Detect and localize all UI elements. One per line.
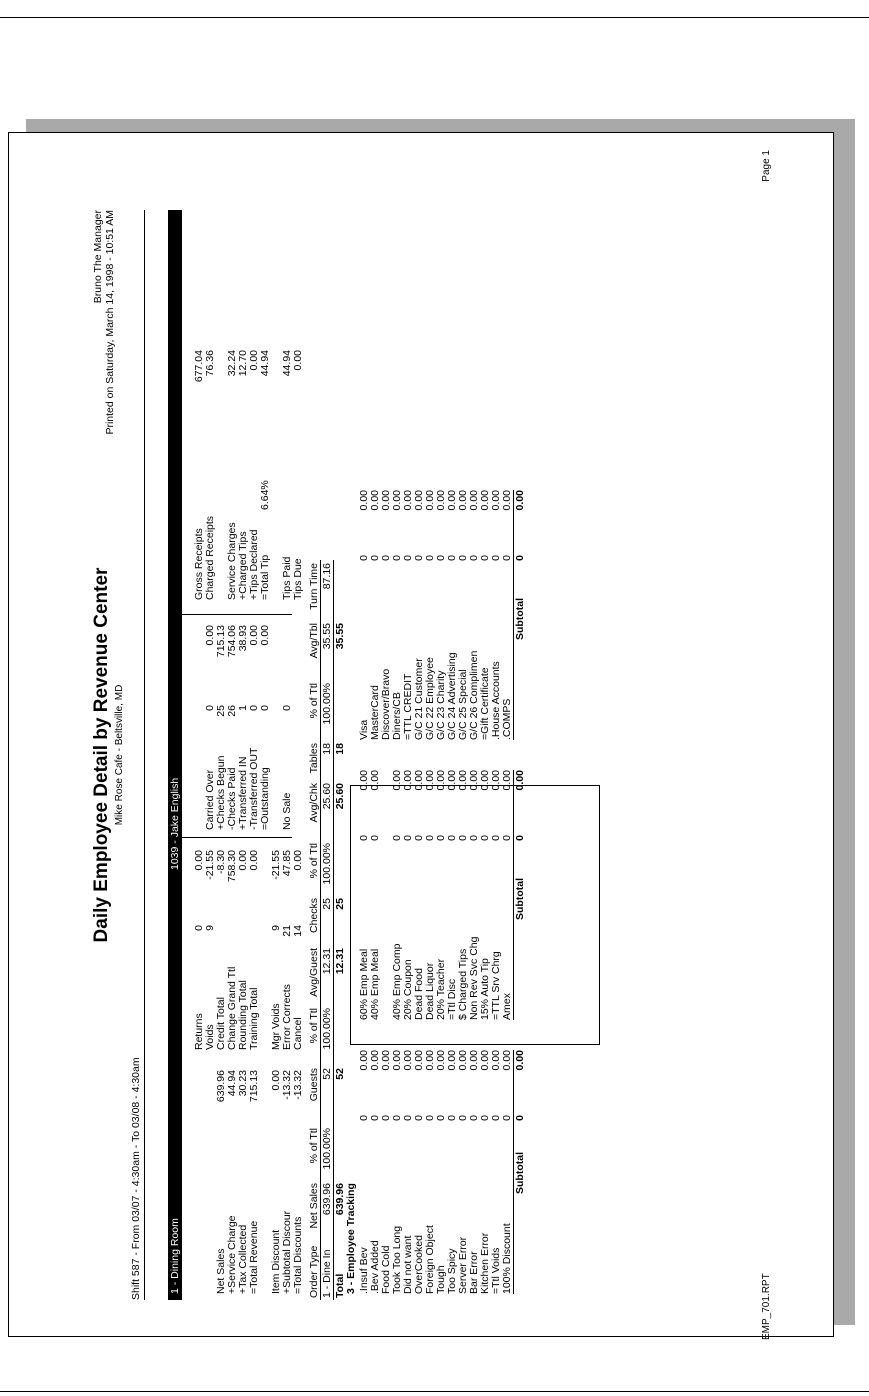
receipts-label: Tips Paid [281,556,293,600]
checks-count: 0 [259,705,271,711]
subtotal-label: Subtotal [514,598,526,640]
sales-value: 715.13 [248,1070,260,1103]
tracking-value: 0.00 [369,770,381,791]
tracking-label: G/C 25 Special [457,669,469,740]
order-header: % of Ttl [308,683,320,719]
tracking-value: 0.00 [501,1050,513,1071]
order-cell: 25 [321,898,333,910]
adjustment-value: 0.00 [248,850,260,871]
tracking-label: $ Charged Tips [457,948,469,1020]
adjustment-count: 14 [292,925,304,937]
receipts-value: 44.94 [259,350,271,377]
tracking-label: Food Cold [380,1245,392,1294]
adjustment-value: 758.30 [226,850,238,883]
shift-rule [144,210,145,1300]
tracking-count: 0 [402,1115,414,1121]
tracking-label: Dead Liquor [424,962,436,1020]
order-header: Order Type [308,1245,320,1298]
tracking-count: 0 [468,555,480,561]
receipts-value: 0.00 [248,350,260,371]
tracking-label: G/C 24 Advertising [446,652,458,740]
order-cell: 100.00% [321,843,333,885]
tracking-count: 0 [424,555,436,561]
bottom-rule [0,1391,869,1392]
adjustment-label: Change Grand Ttl [226,966,238,1050]
order-header: Avg/Tbl [308,623,320,659]
report-file-name: EMP_701.RPT [761,1273,772,1340]
adjustment-label: Mgr Voids [270,1003,282,1050]
tracking-count: 0 [435,1115,447,1121]
tracking-value: 0.00 [479,1050,491,1071]
tracking-value: 0.00 [391,490,403,511]
tracking-label: 40% Emp Meal [369,948,381,1020]
tracking-label: Too Spicy [446,1248,458,1294]
order-cell: 639.96 [321,1183,333,1216]
order-cell: 1 - Dine In [321,1249,333,1298]
tracking-label: 20% Coupon [402,959,414,1020]
adjustment-value: -21.55 [204,850,216,880]
tracking-title: 3 - Employee Tracking [345,1183,357,1294]
tracking-label: Non Rev Svc Chg [468,936,480,1020]
sales-value: -13.32 [281,1070,293,1100]
tracking-value: 0.00 [490,490,502,511]
tracking-value: 0.00 [424,490,436,511]
order-total-cell: 12.31 [334,948,346,975]
tracking-count: 0 [446,1115,458,1121]
tracking-count: 0 [490,1115,502,1121]
column-divider [182,614,292,615]
printed-date: Printed on Saturday, March 14, 1998 - 10:51 AM [104,210,116,435]
tracking-label: 100% Discount [501,1223,513,1294]
tracking-label: Diners/CB [391,692,403,740]
checks-value: 0.00 [248,625,260,646]
checks-value: 38.93 [237,625,249,652]
tracking-count: 0 [391,835,403,841]
receipts-value: 12.70 [237,350,249,377]
tracking-count: 0 [457,1115,469,1121]
tracking-label: G/C 22 Employee [424,657,436,740]
order-cell: 100.00% [321,683,333,725]
sales-label: +Service Charge [226,1215,238,1294]
adjustment-count: 0 [193,925,205,931]
top-rule [0,17,869,18]
tracking-label: Foreign Object [424,1225,436,1294]
tracking-label: G/C 23 Charity [435,670,447,740]
tracking-value: 0.00 [358,1050,370,1071]
subtotal-count: 0 [514,555,526,561]
receipts-label: Charged Receipts [204,515,216,600]
adjustment-value: 47.85 [281,850,293,877]
adjustment-label: Returns [193,1013,205,1050]
receipts-label: Service Charges [226,522,238,600]
checks-label: Carried Over [204,769,216,830]
receipts-value: 32.24 [226,350,238,377]
order-total-cell: 18 [334,743,346,755]
checks-count: 0 [248,705,260,711]
tracking-label: =Ttl Voids [490,1247,502,1294]
tracking-label: .COMPS [501,698,513,740]
adjustment-value: -8.30 [215,850,227,874]
order-cell: 100.00% [321,1128,333,1170]
tracking-count: 0 [380,1115,392,1121]
tracking-label: Took Too Long [391,1225,403,1294]
tracking-value: 0.00 [380,490,392,511]
tracking-count: 0 [490,555,502,561]
checks-count: 0 [204,705,216,711]
adjustment-value: -21.55 [270,850,282,880]
tracking-count: 0 [369,835,381,841]
sales-value: 30.23 [237,1070,249,1097]
tracking-label: =Ttl Disc [446,978,458,1020]
tracking-value: 0.00 [402,1050,414,1071]
tracking-value: 0.00 [358,490,370,511]
order-total-cell: 52 [334,1068,346,1080]
tracking-label: Kitchen Error [479,1232,491,1294]
tracking-value: 0.00 [435,770,447,791]
order-header: Avg/Chk [308,783,320,823]
adjustment-value: 0.00 [292,850,304,871]
manager-name: Bruno The Manager [92,210,104,304]
sales-value: 639.96 [215,1070,227,1103]
adjustment-label: Voids [204,1024,216,1050]
tracking-value: 0.00 [380,1050,392,1071]
tracking-label: Discover/Bravo [380,668,392,740]
adjustment-label: Credit Total [215,997,227,1050]
adjustment-label: Training Total [248,987,260,1050]
adjustment-label: Rounding Total [237,980,249,1050]
tracking-count: 0 [479,555,491,561]
tracking-label: 20% Teacher [435,958,447,1020]
order-header: Tables [308,743,320,774]
tracking-value: 0.00 [435,1050,447,1071]
order-total-cell: 25.60 [334,783,346,810]
order-header: Net Sales [308,1183,320,1229]
receipts-value: 44.94 [281,350,293,377]
tracking-value: 0.00 [490,770,502,791]
tip-percent: 6.64% [259,480,271,510]
tracking-value: 0.00 [468,770,480,791]
adjustment-count: 9 [204,925,216,931]
tracking-label: G/C 21 Customer [413,658,425,740]
sales-label: =Total Revenue [248,1220,260,1294]
tracking-label: =Gift Certificate [479,667,491,740]
adjustment-value: 0.00 [193,850,205,871]
sales-value: -13.32 [292,1070,304,1100]
receipts-label: +Tips Declared [248,529,260,600]
order-cell: 52 [321,1068,333,1080]
tracking-count: 0 [358,835,370,841]
tracking-value: 0.00 [369,490,381,511]
tracking-value: 0.00 [413,1050,425,1071]
tracking-label: OverCooked [413,1235,425,1294]
tracking-count: 0 [391,1115,403,1121]
tracking-value: 0.00 [468,490,480,511]
checks-label: +Checks Begun [215,755,227,830]
order-total-cell: 35.55 [334,623,346,650]
order-total-cell: 25 [334,898,346,910]
checks-value: 715.13 [215,625,227,658]
receipts-label: +Charged Tips [237,531,249,600]
checks-value: 754.06 [226,625,238,658]
tracking-value: 0.00 [479,770,491,791]
tracking-count: 0 [424,835,436,841]
adjustment-count: 9 [270,925,282,931]
tracking-value: 0.00 [479,490,491,511]
tracking-label: Dead Food [413,968,425,1020]
tracking-value: 0.00 [435,490,447,511]
tracking-label: Tough [435,1265,447,1294]
tracking-value: 0.00 [424,770,436,791]
tracking-value: 0.00 [391,770,403,791]
order-header: Checks [308,898,320,934]
tracking-value: 0.00 [446,1050,458,1071]
tracking-count: 0 [468,835,480,841]
receipts-label: Tips Due [292,558,304,600]
tracking-label: Server Error [457,1236,469,1294]
subtotal-count: 0 [514,835,526,841]
tracking-value: 0.00 [457,770,469,791]
tracking-count: 0 [490,835,502,841]
tracking-value: 0.00 [413,490,425,511]
tracking-count: 0 [358,555,370,561]
adjustment-count: 21 [281,925,293,937]
receipts-label: =Total Tip [259,554,271,600]
tracking-value: 0.00 [490,1050,502,1071]
tracking-value: 0.00 [457,490,469,511]
tracking-value: 0.00 [358,770,370,791]
tracking-label: MasterCard [369,685,381,740]
order-header: % of Ttl [308,1128,320,1164]
tracking-count: 0 [413,555,425,561]
tracking-count: 0 [369,1115,381,1121]
order-cell: 25.60 [321,783,333,810]
tracking-count: 0 [380,555,392,561]
order-cell: 100.00% [321,1008,333,1050]
tracking-count: 0 [468,1115,480,1121]
tracking-label: Did not want [402,1235,414,1294]
order-total-cell: 639.96 [334,1183,346,1216]
tracking-value: 0.00 [457,1050,469,1071]
tracking-count: 0 [479,1115,491,1121]
checks-count: 0 [281,705,293,711]
sales-value: 44.94 [226,1070,238,1097]
tracking-value: 0.00 [501,770,513,791]
order-cell: 18 [321,743,333,755]
column-divider [182,837,292,838]
adjustment-label: Cancel [292,1017,304,1050]
receipts-value: 0.00 [292,350,304,371]
order-cell: 35.55 [321,623,333,650]
tracking-count: 0 [402,835,414,841]
tracking-label: =TTL CREDIT [402,673,414,740]
order-header: % of Ttl [308,1008,320,1044]
tracking-count: 0 [457,555,469,561]
page-number: Page 1 [761,150,772,182]
tracking-count: 0 [435,835,447,841]
tracking-value: 0.00 [402,770,414,791]
tracking-count: 0 [446,835,458,841]
tracking-count: 0 [479,835,491,841]
sales-label: +Tax Collected [237,1224,249,1294]
shift-info: Shift 587 - From 03/07 - 4:30am - To 03/08 - 4:30am [130,1057,142,1300]
tracking-label: Visa [358,719,370,740]
order-cell: 87.16 [321,563,333,590]
adjustment-value: 0.00 [237,850,249,871]
checks-label: =Outstanding [259,767,271,830]
tracking-count: 0 [413,1115,425,1121]
order-cell: 12.31 [321,948,333,975]
tracking-count: 0 [501,555,513,561]
tracking-label: 15% Auto Tip [479,958,491,1020]
tracking-value: 0.00 [446,490,458,511]
tracking-label: .Bev Added [369,1240,381,1294]
tracking-label: 40% Emp Comp [391,943,403,1020]
tracking-count: 0 [435,555,447,561]
checks-value: 0.00 [259,625,271,646]
sales-label: +Subtotal Discour [281,1210,293,1294]
tracking-value: 0.00 [413,770,425,791]
checks-label: -Transferred OUT [248,747,260,830]
receipts-label: Gross Receipts [193,528,205,600]
tracking-count: 0 [457,835,469,841]
subtotal-value: 0.00 [514,770,526,791]
tracking-count: 0 [501,835,513,841]
revenue-center-name: 1 - Dining Room [169,1218,181,1294]
order-header: Guests [308,1068,320,1102]
tracking-label: Bar Error [468,1251,480,1294]
tracking-label: 60% Emp Meal [358,948,370,1020]
tracking-count: 0 [358,1115,370,1121]
checks-count: 25 [215,705,227,717]
subtotal-value: 0.00 [514,490,526,511]
tracking-label: .House Accounts [490,661,502,740]
tracking-value: 0.00 [501,490,513,511]
tracking-count: 0 [413,835,425,841]
checks-label: No Sale [281,792,293,830]
checks-value: 0.00 [204,625,216,646]
subtotal-label: Subtotal [514,1152,526,1194]
order-header: % of Ttl [308,843,320,879]
receipts-value: 677.04 [193,350,205,383]
sales-label: =Total Discounts [292,1216,304,1294]
checks-label: -Checks Paid [226,767,238,830]
tracking-count: 0 [391,555,403,561]
tracking-value: 0.00 [424,1050,436,1071]
tracking-value: 0.00 [402,490,414,511]
report-subtitle: Mike Rose Cafe - Beltsville, MD [114,684,125,826]
sales-value: 0.00 [270,1070,282,1091]
revenue-center-bar [168,210,182,1300]
tracking-value: 0.00 [446,770,458,791]
tracking-value: 0.00 [391,1050,403,1071]
sales-label: Item Discount [270,1229,282,1294]
tracking-count: 0 [501,1115,513,1121]
order-header: Turn Time [308,563,320,610]
checks-count: 1 [237,705,249,711]
employee-name: 1039 - Jake English [169,777,181,870]
tracking-value: 0.00 [369,1050,381,1071]
report-body [90,210,690,1300]
subtotal-label: Subtotal [514,878,526,920]
adjustment-label: Error Corrects [281,984,293,1050]
tracking-count: 0 [424,1115,436,1121]
tracking-label: .Insuf Bev [358,1247,370,1294]
tracking-label: G/C 26 Complimen [468,650,480,740]
tracking-count: 0 [402,555,414,561]
subtotal-value: 0.00 [514,1050,526,1071]
tracking-count: 0 [446,555,458,561]
sales-label: Net Sales [215,1248,227,1294]
tracking-count: 0 [369,555,381,561]
checks-label: +Transferred IN [237,756,249,830]
tracking-label: Amex [501,993,513,1020]
report-title: Daily Employee Detail by Revenue Center [91,567,112,943]
subtotal-count: 0 [514,1115,526,1121]
tracking-value: 0.00 [468,1050,480,1071]
order-header: Avg/Guest [308,948,320,997]
order-total-cell: Total [334,1273,346,1298]
receipts-value: 76.36 [204,350,216,377]
tracking-label: =TTL Srv Chrg [490,951,502,1020]
checks-count: 26 [226,705,238,717]
